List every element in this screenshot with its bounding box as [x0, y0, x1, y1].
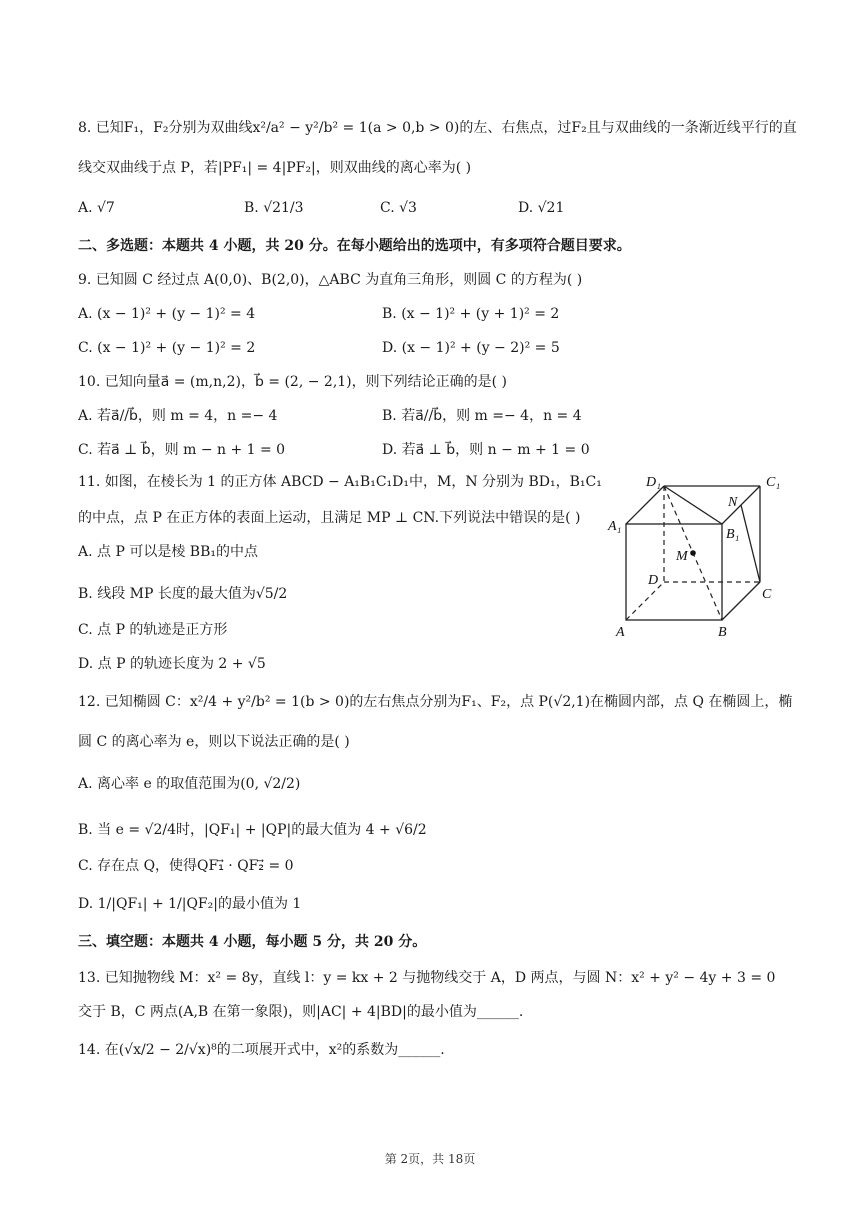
label-a: A: [616, 625, 625, 640]
q10-option-d: D. 若a⃗ ⊥ b⃗，则 n − m + 1 = 0: [382, 442, 590, 458]
q9-option-b: B. (x − 1)² + (y + 1)² = 2: [382, 306, 560, 322]
label-a1: A₁: [608, 519, 622, 534]
page-footer: 第 2页，共 18页: [384, 1152, 476, 1166]
point-m: [690, 550, 696, 556]
q8-option-d: D. √21: [518, 200, 565, 216]
q9-option-c: C. (x − 1)² + (y − 1)² = 2: [78, 340, 256, 356]
q11-stem-line1: 11. 如图，在棱长为 1 的正方体 ABCD − A₁B₁C₁D₁中，M，N 分别为 BD₁，B₁C₁: [78, 474, 602, 490]
label-n: N: [728, 495, 738, 510]
q9-option-a: A. (x − 1)² + (y − 1)² = 4: [78, 306, 256, 322]
cube-figure: [606, 468, 796, 648]
label-c1: C₁: [766, 475, 781, 490]
q8-stem-line2: 线交双曲线于点 P，若|PF₁| = 4|PF₂|，则双曲线的离心率为( ): [78, 160, 472, 176]
label-d1: D₁: [646, 475, 661, 490]
label-c: C: [762, 587, 772, 602]
label-m: M: [676, 549, 688, 564]
q8-option-b: B. √21/3: [244, 200, 304, 216]
section-3-heading: 三、填空题：本题共 4 小题，每小题 5 分，共 20 分。: [78, 934, 427, 950]
q11-stem-line2: 的中点，点 P 在正方体的表面上运动，且满足 MP ⊥ CN.下列说法中错误的是( ): [78, 510, 581, 526]
q12-option-d: D. 1/|QF₁| + 1/|QF₂|的最小值为 1: [78, 896, 302, 912]
q13-stem-line2: 交于 B，C 两点(A,B 在第一象限)，则|AC| + 4|BD|的最小值为______.: [78, 1004, 524, 1020]
q12-stem-line1: 12. 已知椭圆 C：x²/4 + y²/b² = 1(b > 0)的左右焦点分别为F₁、F₂，点 P(√2,1)在椭圆内部，点 Q 在椭圆上，椭: [78, 694, 793, 710]
section-2-heading: 二、多选题：本题共 4 小题，共 20 分。在每小题给出的选项中，有多项符合题目要求。: [78, 238, 631, 254]
q12-option-a: A. 离心率 e 的取值范围为(0, √2/2): [78, 776, 301, 792]
q8-stem-line1: 8. 已知F₁，F₂分别为双曲线x²/a² − y²/b² = 1(a > 0,b > 0)的左、右焦点，过F₂且与双曲线的一条渐近线平行的直: [78, 120, 797, 136]
q14-stem: 14. 在(√x/2 − 2/√x)⁸的二项展开式中，x²的系数为______.: [78, 1042, 445, 1058]
q12-option-b: B. 当 e = √2/4时，|QF₁| + |QP|的最大值为 4 + √6/2: [78, 822, 427, 838]
q10-option-c: C. 若a⃗ ⊥ b⃗，则 m − n + 1 = 0: [78, 442, 286, 458]
label-b: B: [718, 625, 727, 640]
q8-option-c: C. √3: [380, 200, 417, 216]
q13-stem-line1: 13. 已知抛物线 M：x² = 8y，直线 l：y = kx + 2 与抛物线交于 A，D 两点，与圆 N：x² + y² − 4y + 3 = 0: [78, 970, 776, 986]
q11-option-b: B. 线段 MP 长度的最大值为√5/2: [78, 586, 288, 602]
q12-option-c: C. 存在点 Q，使得QF₁⃗ · QF₂⃗ = 0: [78, 858, 294, 874]
label-d: D: [648, 573, 659, 588]
q11-option-d: D. 点 P 的轨迹长度为 2 + √5: [78, 656, 266, 672]
q10-option-b: B. 若a⃗//b⃗，则 m =− 4，n = 4: [382, 408, 582, 424]
q9-option-d: D. (x − 1)² + (y − 2)² = 5: [382, 340, 560, 356]
q10-stem: 10. 已知向量a⃗ = (m,n,2)，b⃗ = (2, − 2,1)，则下列结论正确的是( ): [78, 374, 508, 390]
q9-stem: 9. 已知圆 C 经过点 A(0,0)、B(2,0)，△ABC 为直角三角形，则圆 C 的方程为( ): [78, 272, 583, 288]
q10-option-a: A. 若a⃗//b⃗，则 m = 4，n =− 4: [78, 408, 278, 424]
q12-stem-line2: 圆 C 的离心率为 e，则以下说法正确的是( ): [78, 734, 350, 750]
q11-option-c: C. 点 P 的轨迹是正方形: [78, 622, 228, 638]
q8-option-a: A. √7: [78, 200, 115, 216]
q11-option-a: A. 点 P 可以是棱 BB₁的中点: [78, 544, 258, 560]
label-b1: B₁: [726, 527, 740, 542]
